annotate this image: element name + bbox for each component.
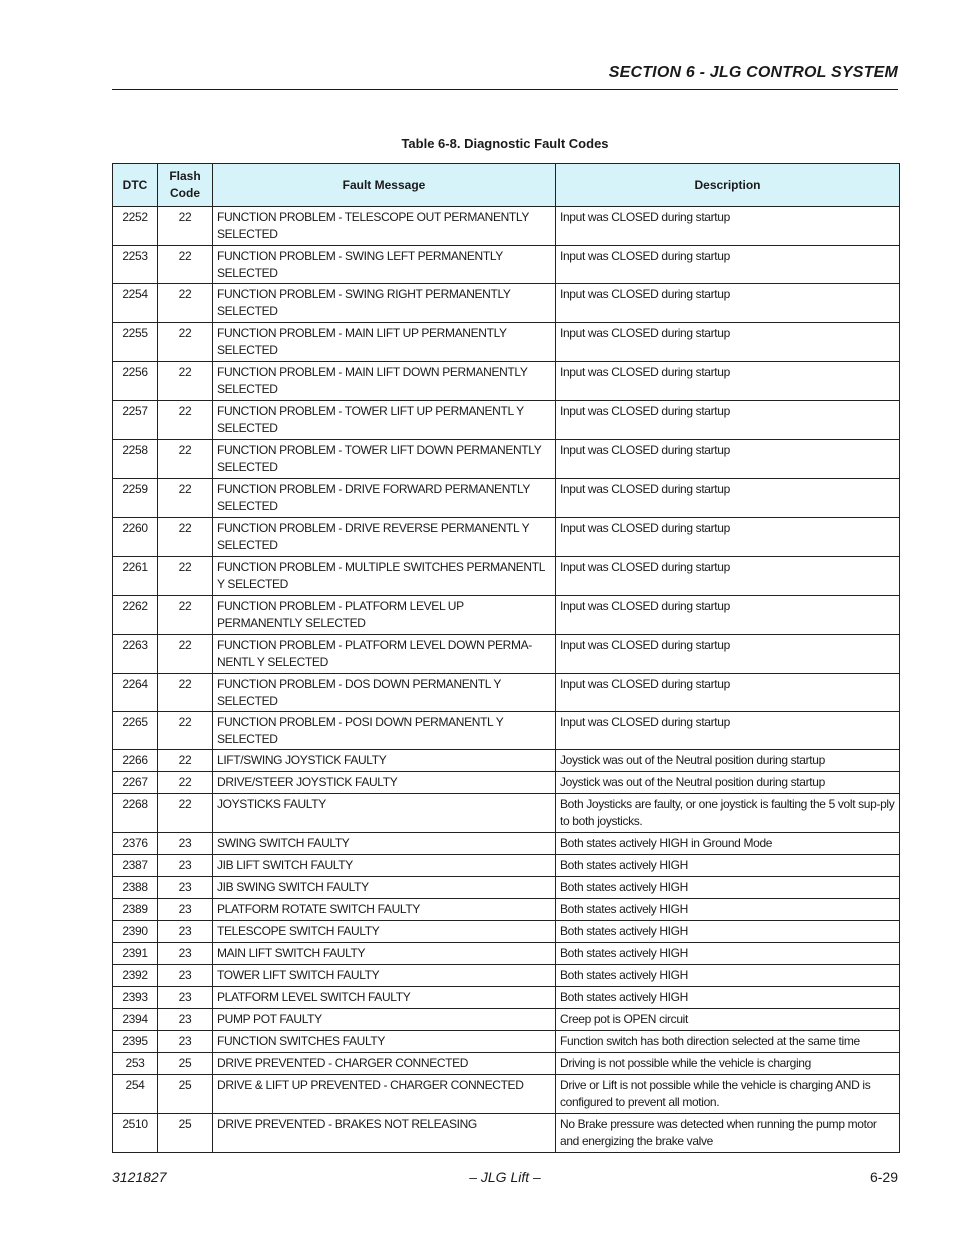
- fault-message-cell: FUNCTION SWITCHES FAULTY: [213, 1031, 556, 1053]
- flash-code-cell: 22: [158, 246, 213, 284]
- description-cell: Both states actively HIGH: [556, 921, 900, 943]
- table-header-row: [113, 164, 900, 207]
- fault-message-cell: FUNCTION PROBLEM - DRIVE FORWARD PERMANENTLY SELECTED: [213, 479, 556, 518]
- fault-message-cell: FUNCTION PROBLEM - MAIN LIFT UP PERMANENTLY SELECTED: [213, 323, 556, 362]
- description-cell: Input was CLOSED during startup: [556, 712, 900, 750]
- flash-code-cell: 23: [158, 943, 213, 965]
- column-header-flash-code: Flash Code: [158, 164, 213, 207]
- table-row: [113, 1114, 900, 1153]
- description-cell: Both states actively HIGH: [556, 899, 900, 921]
- table-row: [113, 440, 900, 479]
- table-row: [113, 877, 900, 899]
- flash-code-cell: 22: [158, 323, 213, 362]
- flash-code-cell: 22: [158, 712, 213, 750]
- flash-code-cell: 23: [158, 987, 213, 1009]
- flash-code-cell: 23: [158, 1031, 213, 1053]
- table-row: [113, 635, 900, 674]
- description-cell: Input was CLOSED during startup: [556, 246, 900, 284]
- flash-code-cell: 22: [158, 479, 213, 518]
- table-row: [113, 943, 900, 965]
- description-cell: Input was CLOSED during startup: [556, 401, 900, 440]
- fault-message-cell: FUNCTION PROBLEM - PLATFORM LEVEL UP PERMANENTLY SELECTED: [213, 596, 556, 635]
- table-row: [113, 712, 900, 750]
- description-cell: Both states actively HIGH: [556, 877, 900, 899]
- table-row: [113, 1009, 900, 1031]
- table-row: [113, 246, 900, 284]
- dtc-cell: 2255: [113, 323, 158, 362]
- table-row: [113, 323, 900, 362]
- fault-message-cell: PUMP POT FAULTY: [213, 1009, 556, 1031]
- table-row: [113, 479, 900, 518]
- table-row: [113, 557, 900, 596]
- fault-message-cell: PLATFORM ROTATE SWITCH FAULTY: [213, 899, 556, 921]
- dtc-cell: 2263: [113, 635, 158, 674]
- flash-code-cell: 23: [158, 1009, 213, 1031]
- flash-code-cell: 22: [158, 518, 213, 557]
- table-row: [113, 772, 900, 794]
- description-cell: Input was CLOSED during startup: [556, 596, 900, 635]
- table-row: [113, 833, 900, 855]
- fault-message-cell: JOYSTICKS FAULTY: [213, 794, 556, 833]
- fault-message-cell: FUNCTION PROBLEM - POSI DOWN PERMANENTL Y SELECTED: [213, 712, 556, 750]
- flash-code-cell: 22: [158, 635, 213, 674]
- fault-message-cell: DRIVE & LIFT UP PREVENTED - CHARGER CONNECTED: [213, 1075, 556, 1114]
- flash-code-cell: 23: [158, 877, 213, 899]
- fault-message-cell: JIB LIFT SWITCH FAULTY: [213, 855, 556, 877]
- fault-message-cell: FUNCTION PROBLEM - SWING RIGHT PERMANENTLY SELECTED: [213, 284, 556, 323]
- fault-message-cell: FUNCTION PROBLEM - TOWER LIFT UP PERMANENTL Y SELECTED: [213, 401, 556, 440]
- fault-message-cell: SWING SWITCH FAULTY: [213, 833, 556, 855]
- fault-message-cell: FUNCTION PROBLEM - MULTIPLE SWITCHES PERMANENTL Y SELECTED: [213, 557, 556, 596]
- fault-message-cell: LIFT/SWING JOYSTICK FAULTY: [213, 750, 556, 772]
- dtc-cell: 2261: [113, 557, 158, 596]
- flash-code-cell: 23: [158, 899, 213, 921]
- description-cell: Function switch has both direction selected at the same time: [556, 1031, 900, 1053]
- table-row: [113, 987, 900, 1009]
- flash-code-cell: 22: [158, 750, 213, 772]
- dtc-cell: 2395: [113, 1031, 158, 1053]
- dtc-cell: 2390: [113, 921, 158, 943]
- fault-message-cell: FUNCTION PROBLEM - DOS DOWN PERMANENTL Y SELECTED: [213, 674, 556, 712]
- column-header-dtc: DTC: [113, 164, 158, 207]
- dtc-cell: 2252: [113, 207, 158, 246]
- flash-code-cell: 23: [158, 833, 213, 855]
- table-row: [113, 794, 900, 833]
- column-header-description: Description: [556, 164, 900, 207]
- dtc-cell: 2253: [113, 246, 158, 284]
- dtc-cell: 253: [113, 1053, 158, 1075]
- flash-code-cell: 22: [158, 772, 213, 794]
- description-cell: Input was CLOSED during startup: [556, 518, 900, 557]
- footer-page-number: 6-29: [869, 1169, 898, 1185]
- description-cell: Both states actively HIGH: [556, 987, 900, 1009]
- table-caption: Table 6-8. Diagnostic Fault Codes: [401, 136, 609, 151]
- table-row: [113, 921, 900, 943]
- dtc-cell: 2392: [113, 965, 158, 987]
- dtc-cell: 2266: [113, 750, 158, 772]
- dtc-cell: 2388: [113, 877, 158, 899]
- fault-message-cell: DRIVE/STEER JOYSTICK FAULTY: [213, 772, 556, 794]
- table-row: [113, 401, 900, 440]
- dtc-cell: 2389: [113, 899, 158, 921]
- flash-code-cell: 22: [158, 207, 213, 246]
- fault-codes-table: [112, 163, 900, 1153]
- fault-message-cell: FUNCTION PROBLEM - PLATFORM LEVEL DOWN PERMA-NENTL Y SELECTED: [213, 635, 556, 674]
- description-cell: Both states actively HIGH in Ground Mode: [556, 833, 900, 855]
- footer-doc-number: 3121827: [112, 1169, 167, 1185]
- dtc-cell: 2391: [113, 943, 158, 965]
- flash-code-cell: 23: [158, 965, 213, 987]
- dtc-cell: 2387: [113, 855, 158, 877]
- dtc-cell: 2393: [113, 987, 158, 1009]
- footer-center-text: – JLG Lift –: [469, 1169, 541, 1185]
- section-header: SECTION 6 - JLG CONTROL SYSTEM: [608, 64, 898, 81]
- description-cell: Input was CLOSED during startup: [556, 635, 900, 674]
- flash-code-cell: 22: [158, 596, 213, 635]
- dtc-cell: 2260: [113, 518, 158, 557]
- flash-code-cell: 25: [158, 1053, 213, 1075]
- dtc-cell: 2268: [113, 794, 158, 833]
- dtc-cell: 2258: [113, 440, 158, 479]
- description-cell: Input was CLOSED during startup: [556, 674, 900, 712]
- description-cell: Drive or Lift is not possible while the vehicle is charging AND is configured to prevent all motion.: [556, 1075, 900, 1114]
- dtc-cell: 2257: [113, 401, 158, 440]
- fault-message-cell: TOWER LIFT SWITCH FAULTY: [213, 965, 556, 987]
- table-row: [113, 1053, 900, 1075]
- column-header-fault-message: Fault Message: [213, 164, 556, 207]
- description-cell: Both states actively HIGH: [556, 855, 900, 877]
- fault-message-cell: DRIVE PREVENTED - BRAKES NOT RELEASING: [213, 1114, 556, 1153]
- description-cell: Both states actively HIGH: [556, 943, 900, 965]
- dtc-cell: 2262: [113, 596, 158, 635]
- description-cell: Input was CLOSED during startup: [556, 323, 900, 362]
- table-row: [113, 596, 900, 635]
- dtc-cell: 2256: [113, 362, 158, 401]
- description-cell: Input was CLOSED during startup: [556, 362, 900, 401]
- dtc-cell: 2510: [113, 1114, 158, 1153]
- fault-message-cell: FUNCTION PROBLEM - DRIVE REVERSE PERMANENTL Y SELECTED: [213, 518, 556, 557]
- flash-code-cell: 25: [158, 1114, 213, 1153]
- fault-message-cell: MAIN LIFT SWITCH FAULTY: [213, 943, 556, 965]
- description-cell: Both Joysticks are faulty, or one joystick is faulting the 5 volt sup-ply to both joysticks.: [556, 794, 900, 833]
- flash-code-cell: 22: [158, 674, 213, 712]
- table-body: [113, 207, 900, 1153]
- header-rule: [112, 89, 898, 90]
- table-row: [113, 284, 900, 323]
- fault-message-cell: FUNCTION PROBLEM - TELESCOPE OUT PERMANENTLY SELECTED: [213, 207, 556, 246]
- flash-code-cell: 22: [158, 557, 213, 596]
- dtc-cell: 2254: [113, 284, 158, 323]
- dtc-cell: 254: [113, 1075, 158, 1114]
- description-cell: Creep pot is OPEN circuit: [556, 1009, 900, 1031]
- flash-code-cell: 22: [158, 284, 213, 323]
- table-row: [113, 750, 900, 772]
- flash-code-cell: 22: [158, 362, 213, 401]
- description-cell: Input was CLOSED during startup: [556, 207, 900, 246]
- dtc-cell: 2264: [113, 674, 158, 712]
- table-row: [113, 855, 900, 877]
- table-row: [113, 362, 900, 401]
- flash-code-cell: 23: [158, 921, 213, 943]
- description-cell: Driving is not possible while the vehicle is charging: [556, 1053, 900, 1075]
- dtc-cell: 2394: [113, 1009, 158, 1031]
- flash-code-cell: 22: [158, 440, 213, 479]
- table-row: [113, 965, 900, 987]
- description-cell: Input was CLOSED during startup: [556, 284, 900, 323]
- fault-message-cell: FUNCTION PROBLEM - SWING LEFT PERMANENTLY SELECTED: [213, 246, 556, 284]
- table-row: [113, 899, 900, 921]
- table-row: [113, 207, 900, 246]
- table-row: [113, 1075, 900, 1114]
- fault-message-cell: TELESCOPE SWITCH FAULTY: [213, 921, 556, 943]
- description-cell: Joystick was out of the Neutral position during startup: [556, 750, 900, 772]
- dtc-cell: 2267: [113, 772, 158, 794]
- table-row: [113, 1031, 900, 1053]
- flash-code-cell: 25: [158, 1075, 213, 1114]
- flash-code-cell: 22: [158, 794, 213, 833]
- flash-code-cell: 23: [158, 855, 213, 877]
- dtc-cell: 2259: [113, 479, 158, 518]
- description-cell: Joystick was out of the Neutral position during startup: [556, 772, 900, 794]
- dtc-cell: 2265: [113, 712, 158, 750]
- fault-message-cell: JIB SWING SWITCH FAULTY: [213, 877, 556, 899]
- description-cell: No Brake pressure was detected when running the pump motor and energizing the brake valve: [556, 1114, 900, 1153]
- fault-message-cell: FUNCTION PROBLEM - TOWER LIFT DOWN PERMANENTLY SELECTED: [213, 440, 556, 479]
- table-row: [113, 674, 900, 712]
- dtc-cell: 2376: [113, 833, 158, 855]
- fault-message-cell: FUNCTION PROBLEM - MAIN LIFT DOWN PERMANENTLY SELECTED: [213, 362, 556, 401]
- fault-message-cell: PLATFORM LEVEL SWITCH FAULTY: [213, 987, 556, 1009]
- description-cell: Input was CLOSED during startup: [556, 479, 900, 518]
- table-row: [113, 518, 900, 557]
- description-cell: Input was CLOSED during startup: [556, 557, 900, 596]
- description-cell: Both states actively HIGH: [556, 965, 900, 987]
- flash-code-cell: 22: [158, 401, 213, 440]
- description-cell: Input was CLOSED during startup: [556, 440, 900, 479]
- fault-message-cell: DRIVE PREVENTED - CHARGER CONNECTED: [213, 1053, 556, 1075]
